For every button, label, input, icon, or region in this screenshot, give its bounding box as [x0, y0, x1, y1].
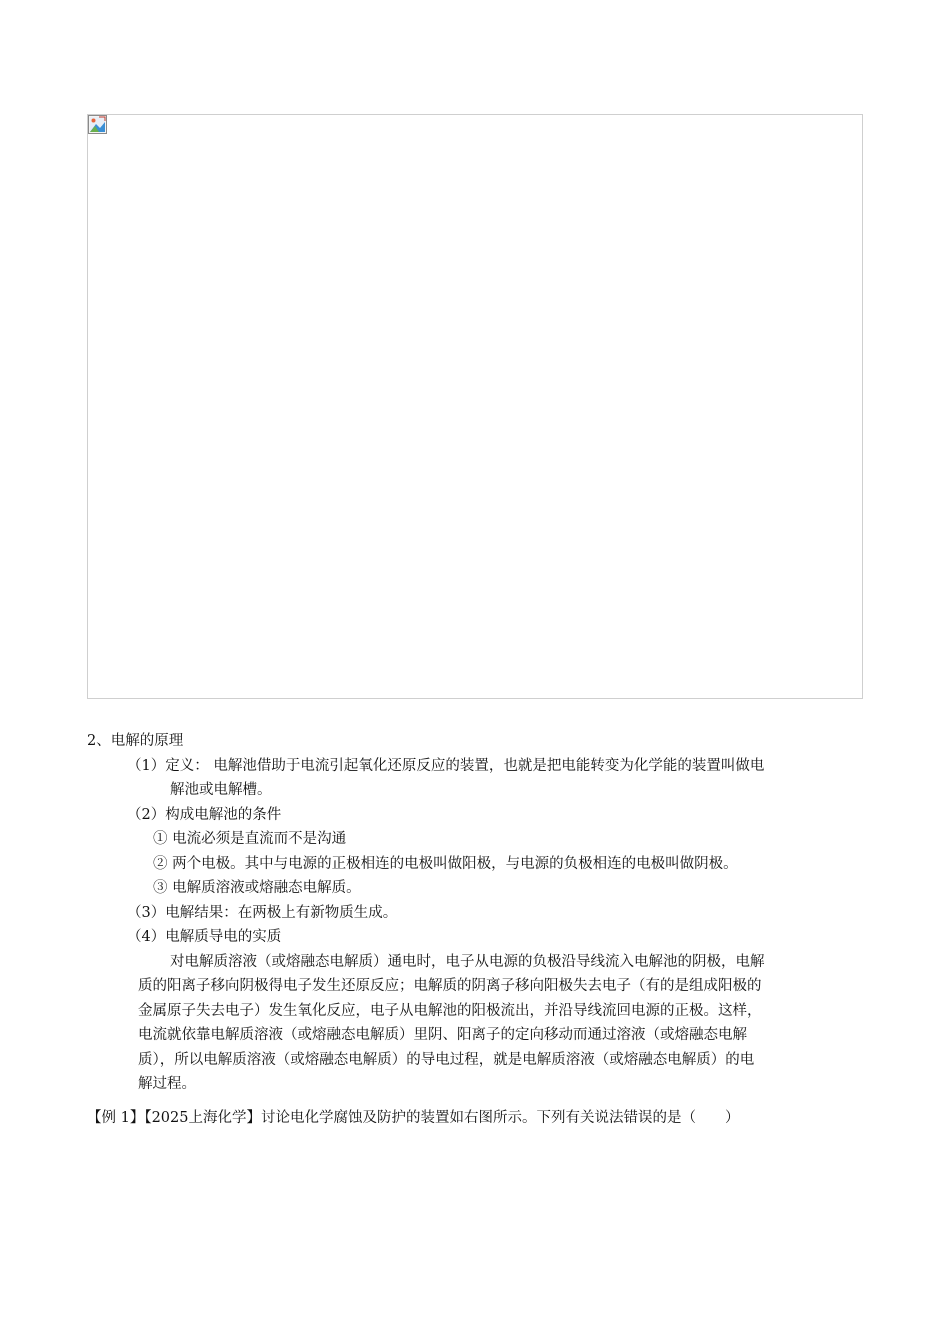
condition-2: ② 两个电极。其中与电源的正极相连的电极叫做阳极，与电源的负极相连的电极叫做阴极。 [153, 856, 738, 872]
condition-3: ③ 电解质溶液或熔融态电解质。 [153, 880, 361, 896]
essence-line-5: 质），所以电解质溶液（或熔融态电解质）的导电过程，就是电解质溶液（或熔融态电解质）的电 [138, 1052, 755, 1068]
essence-line-6: 解过程。 [138, 1076, 196, 1092]
definition-line-2: 解池或电解槽。 [170, 782, 272, 798]
essence-line-1: 对电解质溶液（或熔融态电解质）通电时，电子从电源的负极沿导线流入电解池的阴极，电解 [170, 954, 765, 970]
definition-line-1: （1）定义： 电解池借助于电流引起氧化还原反应的装置，也就是把电能转变为化学能的装置叫做电 [127, 758, 765, 774]
essence-line-3: 金属原子失去电子）发生氧化反应，电子从电解池的阳极流出，并沿导线流回电源的正极。这样， [138, 1003, 762, 1019]
conditions-title: （2）构成电解池的条件 [127, 807, 282, 823]
section-heading: 2、电解的原理 [87, 733, 184, 749]
condition-1: ① 电流必须是直流而不是沟通 [153, 831, 347, 847]
example-question: 【例 1】【2025上海化学】讨论电化学腐蚀及防护的装置如右图所示。下列有关说法错误的是（ ） [87, 1110, 740, 1126]
broken-image-icon [88, 115, 107, 134]
essence-line-2: 质的阳离子移向阴极得电子发生还原反应；电解质的阴离子移向阳极失去电子（有的是组成阳极的 [138, 978, 762, 994]
figure-placeholder [87, 114, 863, 699]
essence-line-4: 电流就依靠电解质溶液（或熔融态电解质）里阴、阳离子的定向移动而通过溶液（或熔融态电解 [138, 1027, 747, 1043]
essence-title: （4）电解质导电的实质 [127, 929, 282, 945]
result-line: （3）电解结果：在两极上有新物质生成。 [127, 905, 398, 921]
